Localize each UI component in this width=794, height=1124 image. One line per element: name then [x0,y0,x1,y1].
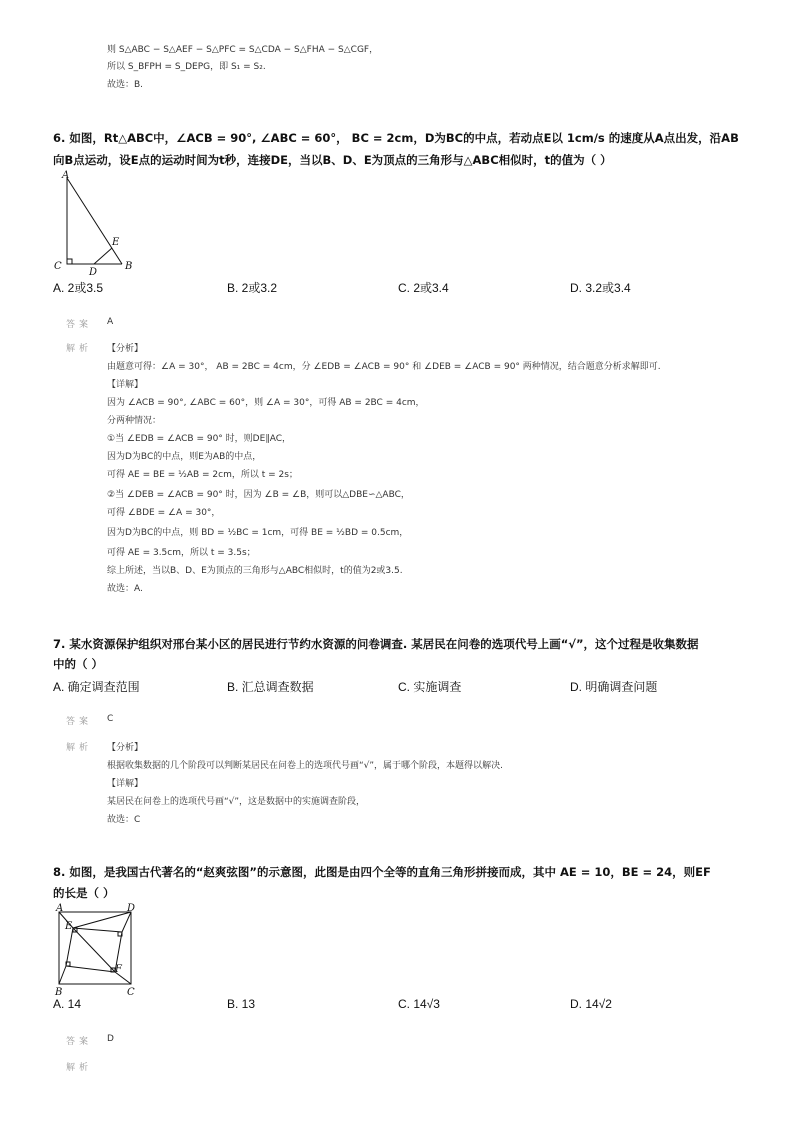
q8-segment-ed [73,912,131,928]
q8-label-c: C [127,987,135,998]
q8-stem-line-2: 的长是（ ） [53,886,115,900]
q6-option-a: A. 2或3.5 [53,281,104,295]
q6-segment-de [94,248,112,264]
q6-label-b: B [125,261,133,272]
q8-segment-b [59,966,66,984]
q6-right-angle-mark [67,259,72,264]
q6-analysis-line-8: 可得 AE = BE = ½AB = 2cm，所以 t = 2s； [107,470,298,480]
q7-stem-line-2: 中的（ ） [53,657,104,671]
q8-stem-line-1: 8. 如图，是我国古代著名的“赵爽弦图”的示意图，此图是由四个全等的直角三角形拼接而成，其中 AE = 10，BE = 24，则EF [53,865,711,879]
q7-stem-line-1: 7. 某水资源保护组织对邢台某小区的居民进行节约水资源的问卷调查. 某居民在问卷的选项代号上画“√”，这个过程是收集数据 [53,637,699,651]
q6-answer-tag: 答案 [66,320,93,330]
q7-option-d: D. 明确调查问题 [570,680,658,694]
q7-analysis-line-2: 根据收集数据的几个阶段可以判断某居民在问卷上的选项代号画“√”，属于哪个阶段，本题得以解决. [107,761,503,771]
q8-segment-d [122,912,131,932]
prev-solution-line-2: 所以 S_BFPH = S_DEPG，即 S₁ = S₂. [107,62,266,72]
q6-label-e: E [112,237,120,248]
q6-option-b: B. 2或3.2 [227,281,278,295]
q8-label-d: D [127,903,136,914]
q7-option-b: B. 汇总调查数据 [227,680,314,694]
q8-label-f: F [115,964,122,975]
prev-solution-line-3: 故选：B. [107,80,144,90]
q8-segment-ef [73,928,115,972]
q7-option-c: C. 实施调查 [398,680,462,694]
q6-analysis-line-6: ①当 ∠EDB = ∠ACB = 90° 时，则DE∥AC， [107,434,292,444]
q6-analysis-line-10: 可得 ∠BDE = ∠A = 30°， [107,508,221,518]
q7-analysis-line-3: 【详解】 [107,779,144,789]
q6-analysis-line-13: 综上所述，当以B、D、E为顶点的三角形与△ABC相似时，t的值为2或3.5. [107,566,403,576]
q6-option-c: C. 2或3.4 [398,281,449,295]
q6-side-ab [67,178,122,264]
q8-inner-side-left [66,928,73,966]
q6-label-a: A [62,170,70,181]
q8-option-d: D. 14√2 [570,997,612,1011]
q7-answer-tag: 答案 [66,717,93,727]
q6-analysis-line-4: 因为 ∠ACB = 90°, ∠ABC = 60°，则 ∠A = 30°，可得 AB = 2BC = 4cm， [107,398,425,408]
q8-option-c: C. 14√3 [398,997,440,1011]
q8-option-a: A. 14 [53,997,82,1011]
q7-analysis-line-4: 某居民在问卷上的选项代号画“√”，这是数据中的实施调查阶段， [107,797,366,807]
q8-inner-side-top [73,928,122,932]
q7-analysis-line-1: 【分析】 [107,743,144,753]
q6-analysis-line-9: ②当 ∠DEB = ∠ACB = 90° 时，因为 ∠B = ∠B，则可以△DBE∽△ABC， [107,490,410,500]
q8-zhao-shuang-figure [52,902,142,998]
q6-stem-line-1: 6. 如图，Rt△ABC中，∠ACB = 90°, ∠ABC = 60°， BC = 2cm，D为BC的中点，若动点E以 1cm/s 的速度从A点出发，沿AB [53,131,739,145]
q6-triangle-figure [52,168,142,278]
q7-answer-value: C [107,714,114,724]
q6-analysis-line-12: 可得 AE = 3.5cm，所以 t = 3.5s； [107,548,256,558]
q6-label-c: C [54,261,62,272]
q8-analysis-tag: 解析 [66,1063,93,1073]
q6-analysis-line-5: 分两种情况： [107,416,162,426]
prev-solution-line-1: 则 S△ABC − S△AEF − S△PFC = S△CDA − S△FHA − S△CGF， [107,45,379,55]
q6-label-d: D [89,267,98,278]
q8-answer-value: D [107,1034,114,1044]
q6-answer-value: A [107,317,114,327]
q8-label-e: E [65,921,73,932]
q6-analysis-line-1: 【分析】 [107,344,144,354]
q6-analysis-line-14: 故选：A. [107,584,143,594]
q6-analysis-tag: 解析 [66,344,93,354]
q6-analysis-line-2: 由题意可得：∠A = 30°， AB = 2BC = 4cm，分 ∠EDB = ∠ACB = 90° 和 ∠DEB = ∠ACB = 90° 两种情况，结合题意分析求解即可. [107,362,661,372]
q6-analysis-line-7: 因为D为BC的中点，则E为AB的中点， [107,452,262,462]
q8-option-b: B. 13 [227,997,256,1011]
q8-inner-side-bottom [66,966,115,972]
q6-stem-line-2: 向B点运动，设E点的运动时间为t秒，连接DE，当以B、D、E为顶点的三角形与△ABC相似时，t的值为（ ） [53,153,612,167]
q8-label-a: A [56,903,64,914]
q7-option-a: A. 确定调查范围 [53,680,140,694]
q6-analysis-line-11: 因为D为BC的中点，则 BD = ½BC = 1cm，可得 BE = ½BD = 0.5cm， [107,528,409,538]
q8-answer-tag: 答案 [66,1037,93,1047]
q6-option-d: D. 3.2或3.4 [570,281,631,295]
q6-analysis-line-3: 【详解】 [107,380,144,390]
q8-label-b: B [55,987,63,998]
q7-analysis-tag: 解析 [66,743,93,753]
q7-analysis-line-5: 故选：C [107,815,141,825]
